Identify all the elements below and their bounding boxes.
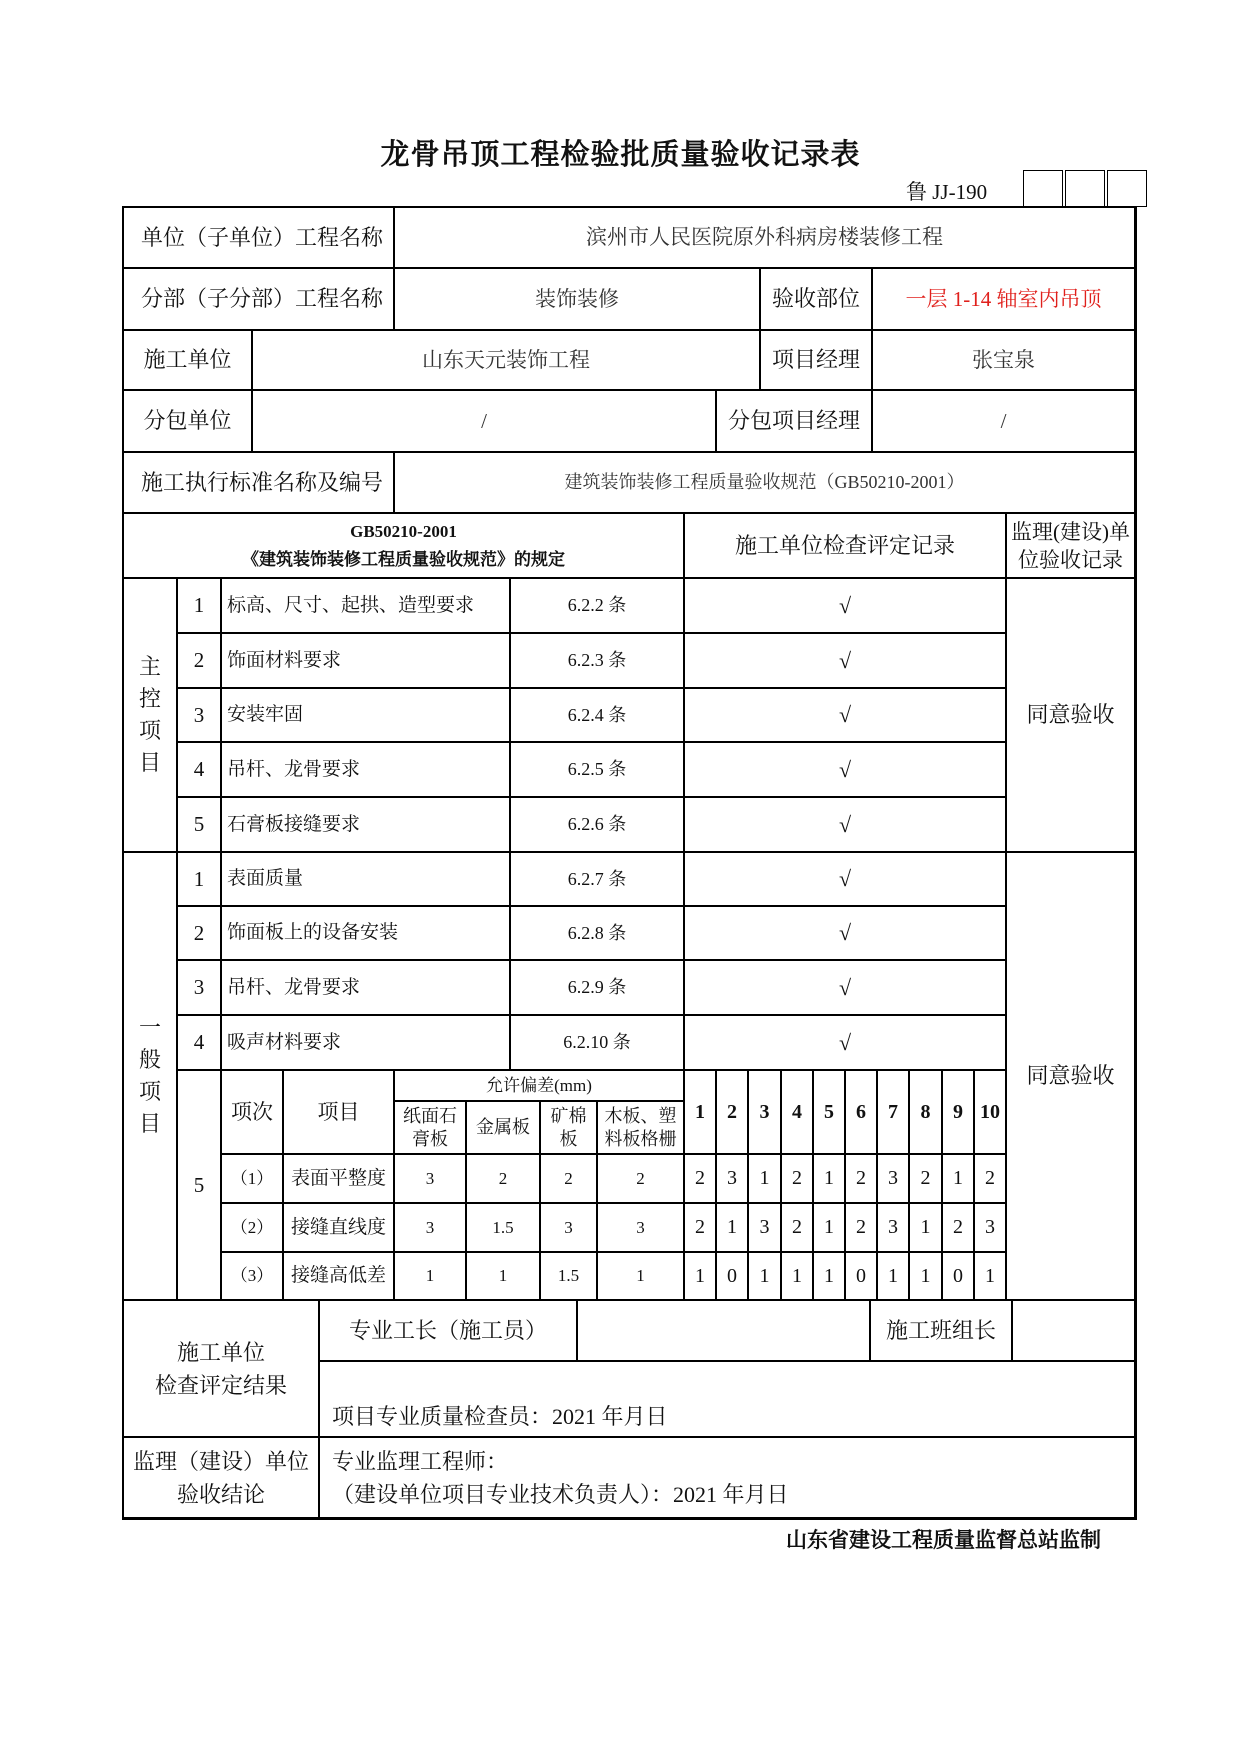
main-item-clause: 6.2.6 条	[510, 797, 684, 852]
point-header: 2	[716, 1070, 748, 1154]
main-item-no: 1	[177, 578, 221, 633]
main-item-result: √	[684, 742, 1006, 797]
sub-project-manager-label: 分包项目经理	[716, 390, 872, 452]
general-item-name: 吸声材料要求	[221, 1015, 510, 1070]
contractor-value: 山东天元装饰工程	[252, 330, 760, 390]
contractor-result-label-line1: 施工单位	[176, 1339, 265, 1365]
measured-value: 1	[909, 1252, 942, 1300]
general-item-name: 表面质量	[221, 852, 510, 906]
main-item-result: √	[684, 633, 1006, 688]
allowed-value: 1	[394, 1252, 466, 1300]
foreman-signature-cell	[577, 1300, 870, 1361]
main-item-result: √	[684, 797, 1006, 852]
point-header: 9	[942, 1070, 974, 1154]
measured-value: 0	[942, 1252, 974, 1300]
measured-value: 3	[877, 1203, 909, 1252]
main-item-clause: 6.2.5 条	[510, 742, 684, 797]
allowed-value: 1	[466, 1252, 540, 1300]
tolerance-row-index: （1）	[221, 1154, 283, 1203]
supervision-result-label	[123, 1437, 319, 1518]
form-title: 龙骨吊顶工程检验批质量验收记录表	[380, 139, 861, 171]
point-header: 4	[781, 1070, 813, 1154]
general-item-clause: 6.2.7 条	[510, 852, 684, 906]
point-header: 10	[974, 1070, 1006, 1154]
main-item-clause: 6.2.4 条	[510, 688, 684, 742]
acceptance-part-value: 一层 1-14 轴室内吊顶	[872, 268, 1135, 330]
allowed-value: 1	[597, 1252, 684, 1300]
measured-value: 2	[684, 1154, 716, 1203]
measured-value: 2	[781, 1203, 813, 1252]
main-control-label	[123, 578, 177, 852]
measured-value: 3	[974, 1203, 1006, 1252]
main-item-no: 3	[177, 688, 221, 742]
measured-value: 2	[909, 1154, 942, 1203]
measured-value: 1	[781, 1252, 813, 1300]
general-item-no: 3	[177, 960, 221, 1015]
tolerance-item-header: 项目	[283, 1070, 394, 1154]
main-item-result: √	[684, 688, 1006, 742]
team-leader-label: 施工班组长	[870, 1300, 1012, 1361]
measured-value: 1	[942, 1154, 974, 1203]
allowed-value: 3	[540, 1203, 597, 1252]
code-box-2	[1065, 170, 1105, 207]
subcontractor-value: /	[252, 390, 716, 452]
main-control-label-text: 主控项目	[139, 654, 162, 775]
general-item-clause: 6.2.8 条	[510, 906, 684, 960]
point-header: 5	[813, 1070, 845, 1154]
allowed-value: 3	[394, 1203, 466, 1252]
spec-code: GB50210-2001	[350, 521, 457, 541]
main-item-name: 吊杆、龙骨要求	[221, 742, 510, 797]
measured-value: 3	[748, 1203, 781, 1252]
material-header: 纸面石膏板	[394, 1101, 466, 1154]
general-item-no: 1	[177, 852, 221, 906]
main-item-name: 标高、尺寸、起拱、造型要求	[221, 578, 510, 633]
supervising-engineer-line: 专业监理工程师：	[332, 1448, 509, 1474]
main-item-clause: 6.2.2 条	[510, 578, 684, 633]
code-box-3	[1107, 170, 1147, 207]
tolerance-row-name: 接缝直线度	[283, 1203, 394, 1252]
tolerance-row-index: （3）	[221, 1252, 283, 1300]
measured-value: 1	[909, 1203, 942, 1252]
issuer-footer: 山东省建设工程质量监督总站监制	[786, 1528, 1101, 1552]
acceptance-part-label: 验收部位	[760, 268, 872, 330]
general-item-result: √	[684, 960, 1006, 1015]
unit-project-label: 单位（子单位）工程名称	[123, 207, 394, 268]
general-item-result: √	[684, 1015, 1006, 1070]
sub-project-value: 装饰装修	[394, 268, 760, 330]
main-item-no: 2	[177, 633, 221, 688]
project-manager-value: 张宝泉	[872, 330, 1135, 390]
measured-value: 1	[877, 1252, 909, 1300]
sub-project-label: 分部（子分部）工程名称	[123, 268, 394, 330]
main-item-no: 5	[177, 797, 221, 852]
team-leader-signature-cell	[1012, 1300, 1135, 1361]
measured-value: 2	[684, 1203, 716, 1252]
project-manager-label: 项目经理	[760, 330, 872, 390]
quality-inspector-line: 项目专业质量检查员：2021 年月日	[319, 1361, 1135, 1437]
measured-value: 2	[942, 1203, 974, 1252]
measured-value: 2	[845, 1154, 877, 1203]
main-item-result: √	[684, 578, 1006, 633]
measured-value: 1	[748, 1252, 781, 1300]
supervision-record-header: 监理(建设)单位验收记录	[1006, 513, 1135, 578]
measured-value: 1	[748, 1154, 781, 1203]
general-item-name: 吊杆、龙骨要求	[221, 960, 510, 1015]
allowed-value: 1.5	[466, 1203, 540, 1252]
main-item-no: 4	[177, 742, 221, 797]
foreman-label: 专业工长（施工员）	[319, 1300, 577, 1361]
point-header: 1	[684, 1070, 716, 1154]
spec-provision-header	[123, 513, 684, 578]
spec-provision: 《建筑装饰装修工程质量验收规范》的规定	[242, 549, 565, 569]
tolerance-row-name: 接缝高低差	[283, 1252, 394, 1300]
allowed-value: 2	[466, 1154, 540, 1203]
standard-value: 建筑装饰装修工程质量验收规范（GB50210-2001）	[394, 452, 1135, 513]
measured-value: 0	[845, 1252, 877, 1300]
measured-value: 1	[684, 1252, 716, 1300]
general-supervision-conclusion: 同意验收	[1006, 852, 1135, 1300]
general-label	[123, 852, 177, 1300]
material-header: 矿棉板	[540, 1101, 597, 1154]
point-header: 3	[748, 1070, 781, 1154]
form-code: 鲁 JJ-190	[906, 180, 988, 204]
general-item-no: 2	[177, 906, 221, 960]
supervision-result-label-line1: 监理（建设）单位	[132, 1448, 309, 1474]
standard-label: 施工执行标准名称及编号	[123, 452, 394, 513]
material-header: 金属板	[466, 1101, 540, 1154]
general-item-name: 饰面板上的设备安装	[221, 906, 510, 960]
measured-value: 1	[974, 1252, 1006, 1300]
subcontractor-label: 分包单位	[123, 390, 252, 452]
point-header: 6	[845, 1070, 877, 1154]
allowed-value: 3	[394, 1154, 466, 1203]
tolerance-row-index: （2）	[221, 1203, 283, 1252]
general-item-clause: 6.2.9 条	[510, 960, 684, 1015]
general-item-clause: 6.2.10 条	[510, 1015, 684, 1070]
tolerance-item-no: 5	[177, 1070, 221, 1300]
main-item-name: 安装牢固	[221, 688, 510, 742]
tolerance-index-header: 项次	[221, 1070, 283, 1154]
contractor-result-label-line2: 检查评定结果	[154, 1372, 287, 1398]
point-header: 8	[909, 1070, 942, 1154]
allowed-value: 2	[540, 1154, 597, 1203]
allowed-value: 1.5	[540, 1252, 597, 1300]
sub-project-manager-value: /	[872, 390, 1135, 452]
contractor-label: 施工单位	[123, 330, 252, 390]
supervision-result-label-line2: 验收结论	[176, 1481, 265, 1507]
general-item-result: √	[684, 852, 1006, 906]
measured-value: 2	[974, 1154, 1006, 1203]
measured-value: 1	[813, 1252, 845, 1300]
general-item-result: √	[684, 906, 1006, 960]
allowed-value: 3	[597, 1203, 684, 1252]
contractor-result-label	[123, 1300, 319, 1437]
measured-value: 1	[813, 1154, 845, 1203]
point-header: 7	[877, 1070, 909, 1154]
main-supervision-conclusion: 同意验收	[1006, 578, 1135, 852]
measured-value: 2	[845, 1203, 877, 1252]
contractor-record-header: 施工单位检查评定记录	[684, 513, 1006, 578]
measured-value: 2	[781, 1154, 813, 1203]
supervision-result-content	[319, 1437, 1135, 1518]
measured-value: 1	[813, 1203, 845, 1252]
code-box-1	[1023, 170, 1063, 207]
measured-value: 3	[716, 1154, 748, 1203]
material-header: 木板、塑料板格栅	[597, 1101, 684, 1154]
measured-value: 3	[877, 1154, 909, 1203]
main-item-name: 石膏板接缝要求	[221, 797, 510, 852]
allowed-value: 2	[597, 1154, 684, 1203]
main-item-clause: 6.2.3 条	[510, 633, 684, 688]
measured-value: 0	[716, 1252, 748, 1300]
general-label-text: 一般项目	[139, 1015, 162, 1136]
owner-representative-line: （建设单位项目专业技术负责人）：2021 年月日	[332, 1481, 789, 1507]
unit-project-value: 滨州市人民医院原外科病房楼装修工程	[394, 207, 1135, 268]
tolerance-allowance-header: 允许偏差(mm)	[394, 1070, 684, 1101]
tolerance-row-name: 表面平整度	[283, 1154, 394, 1203]
general-item-no: 4	[177, 1015, 221, 1070]
main-item-name: 饰面材料要求	[221, 633, 510, 688]
measured-value: 1	[716, 1203, 748, 1252]
